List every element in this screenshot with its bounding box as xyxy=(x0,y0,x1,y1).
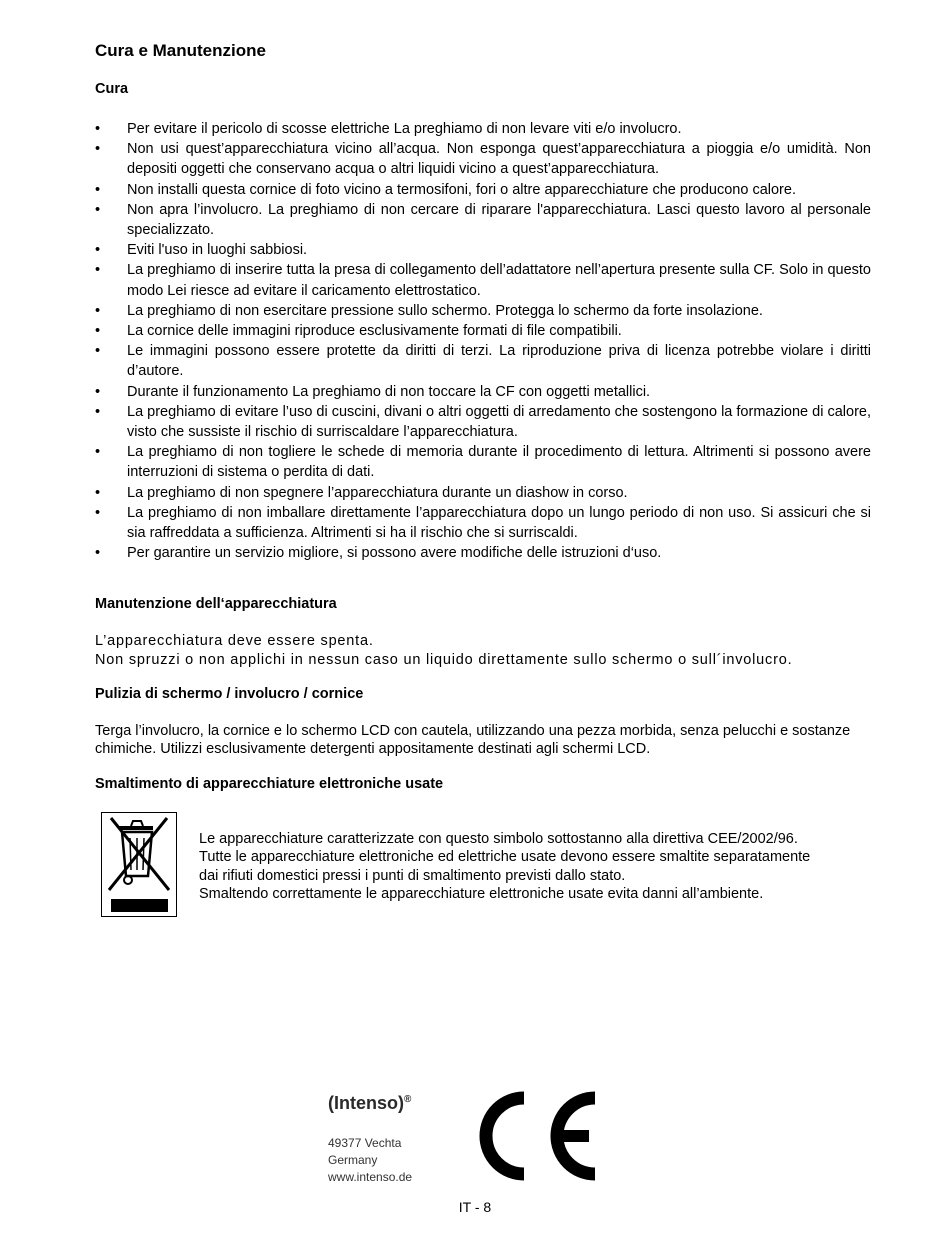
list-item: • Per evitare il pericolo di scosse elettriche La preghiamo di non levare viti e/o involucro. xyxy=(95,119,871,139)
section-heading-cura: Cura xyxy=(95,81,129,97)
intenso-logo xyxy=(328,1093,411,1114)
cura-bullet-list xyxy=(95,119,871,563)
section-heading-smaltimento: Smaltimento di apparecchiature elettroniche usate xyxy=(95,776,444,792)
list-item: • Le immagini possono essere protette da diritti di terzi. La riproduzione priva di licenza potrebbe violare i diritti d’autore. xyxy=(95,341,871,381)
registered-mark: ® xyxy=(404,1094,412,1105)
list-item: • La preghiamo di evitare l’uso di cuscini, divani o altri oggetti di arredamento che sostengono la formazione di calore, visto che sussiste il rischio di surriscaldare l’apparecchiatura. xyxy=(95,402,871,442)
list-item: • La cornice delle immagini riproduce esclusivamente formati di file compatibili. xyxy=(95,321,871,341)
weee-crossed-bin-icon xyxy=(101,812,177,917)
list-item: • Non usi quest’apparecchiatura vicino all’acqua. Non esponga quest’apparecchiatura a pioggia e/o umidità. Non depositi oggetti che conservano acqua o altri liquidi vicino a quest’apparecchiatura. xyxy=(95,139,871,179)
smaltimento-line: Tutte le apparecchiature elettroniche ed elettriche usate devono essere smaltite separatamente xyxy=(199,849,811,866)
pulizia-text: Terga l’involucro, la cornice e lo schermo LCD con cautela, utilizzando una pezza morbida, senza pelucchi e sostanze chimiche. Utilizzi esclusivamente detergenti appositamente destinati agli schermi LCD. xyxy=(95,723,851,757)
list-item: • La preghiamo di inserire tutta la presa di collegamento dell’adattatore nell’apertura presente sulla CF. Solo in questo modo Lei riesce ad evitare il caricamento elettrostatico. xyxy=(95,260,871,300)
smaltimento-line: Smaltendo correttamente le apparecchiature elettroniche usate evita danni all’ambiente. xyxy=(199,885,764,902)
page-title: Cura e Manutenzione xyxy=(95,41,266,60)
list-item: • Non installi questa cornice di foto vicino a termosifoni, fori o altre apparecchiature che producono calore. xyxy=(95,180,871,200)
page-number: IT - 8 xyxy=(458,1199,492,1215)
smaltimento-line: Le apparecchiature caratterizzate con questo simbolo sottostanno alla direttiva CEE/2002/96. xyxy=(199,831,798,847)
list-item: • La preghiamo di non esercitare pressione sullo schermo. Protegga lo schermo da forte insolazione. xyxy=(95,301,871,321)
manutenzione-line-1: L’apparecchiatura deve essere spenta. xyxy=(95,633,374,649)
list-item: • Eviti l'uso in luoghi sabbiosi. xyxy=(95,240,871,260)
ce-mark-icon xyxy=(469,1090,599,1182)
address-line: Germany xyxy=(328,1153,378,1167)
list-item: • La preghiamo di non spegnere l’apparecchiatura durante un diashow in corso. xyxy=(95,483,871,503)
section-heading-manutenzione: Manutenzione dell‘apparecchiatura xyxy=(95,596,337,612)
address-line: www.intenso.de xyxy=(328,1170,413,1184)
address-line: 49377 Vechta xyxy=(328,1136,402,1150)
list-item: • La preghiamo di non togliere le schede di memoria durante il procedimento di lettura. Altrimenti si possono avere interruzioni di sistema o perdita di dati. xyxy=(95,442,871,482)
manufacturer-address xyxy=(328,1135,412,1186)
list-item: • Per garantire un servizio migliore, si possono avere modifiche delle istruzioni d‘uso. xyxy=(95,543,871,563)
manutenzione-line-2: Non spruzzi o non applichi in nessun caso un liquido direttamente sullo schermo o sull´involucro. xyxy=(95,651,793,668)
list-item: • Durante il funzionamento La preghiamo di non toccare la CF con oggetti metallici. xyxy=(95,382,871,402)
smaltimento-line: dai rifiuti domestici pressi i punti di smaltimento previsti dallo stato. xyxy=(199,867,626,884)
list-item: • Non apra l’involucro. La preghiamo di non cercare di riparare l'apparecchiatura. Lasci questo lavoro al personale specializzato. xyxy=(95,200,871,240)
brand-name: (Intenso) xyxy=(328,1093,404,1113)
list-item: • La preghiamo di non imballare direttamente l’apparecchiatura dopo un lungo periodo di non uso. Si assicuri che si sia raffreddata a sufficienza. Altrimenti si ha il rischio che si surriscaldi. xyxy=(95,503,871,543)
section-heading-pulizia: Pulizia di schermo / involucro / cornice xyxy=(95,686,364,702)
smaltimento-text xyxy=(199,830,879,903)
manutenzione-text xyxy=(95,632,875,669)
